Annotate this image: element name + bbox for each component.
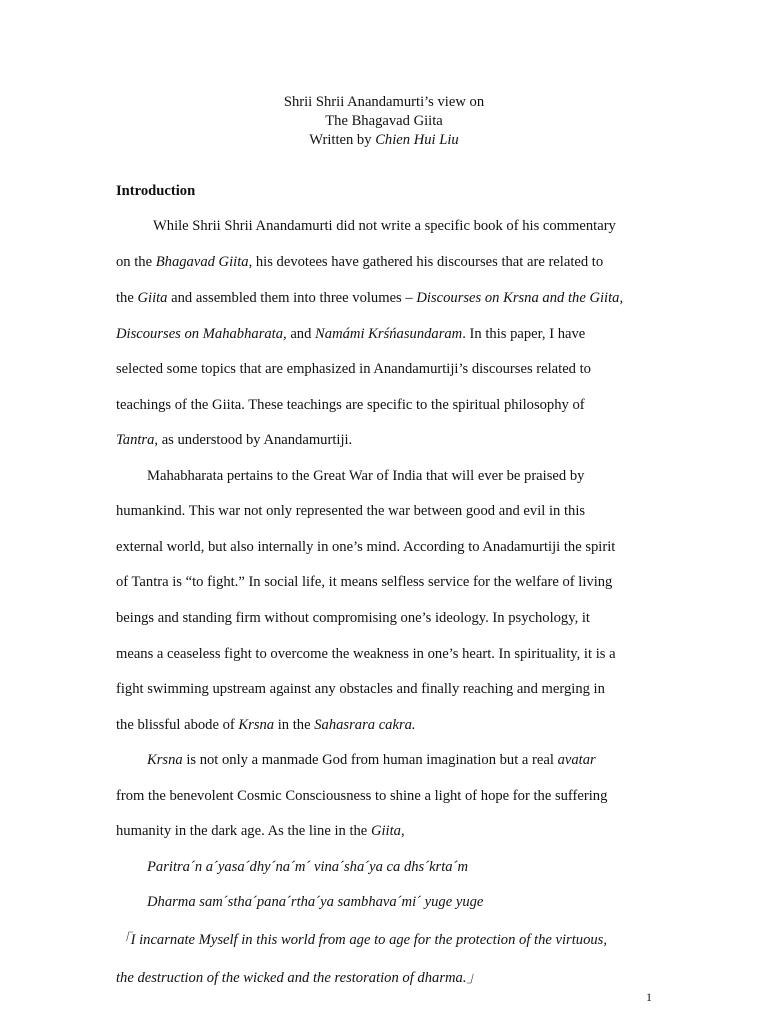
p2-line-7: fight swimming upstream against any obstacles and finally reaching and merging in	[116, 681, 605, 697]
p1-line-7: Tantra, as understood by Anandamurtiji.	[116, 432, 353, 448]
p1-line-2: on the Bhagavad Giita, his devotees have gathered his discourses that are related to	[116, 254, 604, 270]
title-block	[0, 93, 768, 150]
written-by-label: Written by	[309, 132, 372, 148]
title-line-1: Shrii Shrii Anandamurti’s view on	[283, 94, 485, 110]
p3-line-3: humanity in the dark age. As the line in the Giita,	[116, 823, 405, 839]
author-name: Chien Hui Liu	[375, 132, 459, 148]
p2-line-6: means a ceaseless fight to overcome the weakness in one’s heart. In spirituality, it is a	[116, 646, 616, 662]
p2-line-4: of Tantra is “to fight.” In social life, it means selfless service for the welfare of living	[116, 574, 613, 590]
verse-line-1: Paritra´n a´yasa´dhy´na´m´ vina´sha´ya ca dhs´krta´m	[147, 859, 468, 875]
p2-line-5: beings and standing firm without compromising one’s ideology. In psychology, it	[116, 610, 590, 626]
p3-line-1: Krsna is not only a manmade God from human imagination but a real avatar	[147, 752, 596, 768]
p2-line-2: humankind. This war not only represented the war between good and evil in this	[116, 503, 586, 519]
p1-line-4: Discourses on Mahabharata, and Namámi Krśńasundaram. In this paper, I have	[116, 326, 586, 342]
p2-line-3: external world, but also internally in one’s mind. According to Anadamurtiji the spirit	[116, 539, 616, 555]
title-line-2: The Bhagavad Giita	[325, 113, 443, 129]
p1-line-5: selected some topics that are emphasized in Anandamurtiji’s discourses related to	[116, 361, 591, 377]
p2-line-8: the blissful abode of Krsna in the Sahasrara cakra.	[116, 717, 416, 733]
section-heading: Introduction	[116, 183, 196, 199]
p1-line-1: While Shrii Shrii Anandamurti did not write a specific book of his commentary	[153, 218, 616, 234]
p3-line-2: from the benevolent Cosmic Consciousness to shine a light of hope for the suffering	[116, 788, 608, 804]
byline	[0, 131, 768, 150]
verse-line-2: Dharma sam´stha´pana´rtha´ya sambhava´mi´ yuge yuge	[147, 894, 484, 910]
p1-line-3: the Giita and assembled them into three volumes – Discourses on Krsna and the Giita,	[116, 290, 624, 306]
page-number: 1	[646, 990, 652, 1004]
p1-line-6: teachings of the Giita. These teachings are specific to the spiritual philosophy of	[116, 397, 585, 413]
translation-line-1: 「I incarnate Myself in this world from age to age for the protection of the virtuous,	[116, 932, 607, 948]
p2-line-1: Mahabharata pertains to the Great War of India that will ever be praised by	[147, 468, 585, 484]
translation-line-2: the destruction of the wicked and the restoration of dharma.」	[116, 970, 482, 986]
